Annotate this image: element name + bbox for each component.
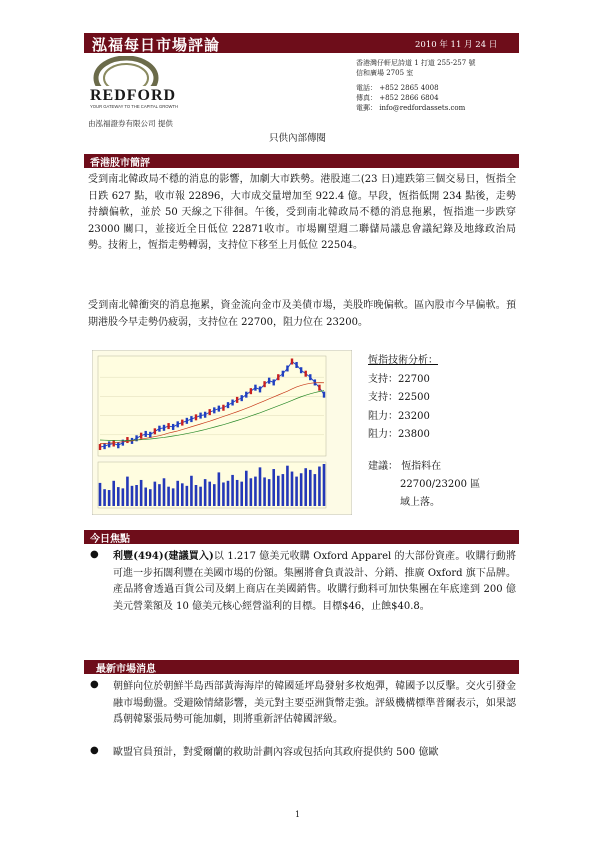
chart-candle bbox=[154, 428, 156, 434]
news-item-2: 歐盟官員預計，對愛爾蘭的救助計劃內容或包括向其政府提供約 500 億歐 bbox=[113, 747, 439, 758]
chart-volume-bar bbox=[117, 487, 120, 506]
advice-line-2: 22700/23200 區 bbox=[400, 479, 481, 490]
chart-candle bbox=[273, 379, 275, 385]
chart-candle bbox=[209, 409, 211, 415]
focus-item-1-title: 利豐(494)(建議買入) bbox=[113, 551, 214, 562]
address-line-1: 香港灣仔軒尼詩道 1 打道 255-257 號 bbox=[356, 59, 476, 67]
page-number: 1 bbox=[294, 810, 301, 819]
hk-market-paragraph-1: 受到南北韓政局不穩的消息的影響，加劇大市跌勢。港股連二(23 日)連跌第三個交易日，恆指全日跌 627 點，收市報 22896，大市成交量增加至 922.4 億。早段，恆指低開 234 點後，走勢持續偏軟，並於 50 天線之下徘徊。午後，受到南北韓政局不穩的消息拖累，恆指進一步跌穿 23000 關口，並接近全日低位 22871收市。市場關望週二聯儲局議息會議紀錄及地緣政治局勢。技術上，恆指走勢轉弱，支持位下移至上月低位 22504。 bbox=[88, 174, 516, 251]
chart-candle bbox=[181, 420, 183, 426]
chart-volume-bar bbox=[236, 480, 239, 506]
chart-volume-bar bbox=[163, 478, 166, 506]
chart-volume-bar bbox=[222, 482, 225, 506]
chart-candle bbox=[231, 400, 233, 406]
chart-candle bbox=[259, 386, 261, 392]
chart-volume-bar bbox=[304, 468, 307, 506]
advice-line-1: 恆指料在 bbox=[401, 461, 442, 472]
chart-volume-bar bbox=[295, 477, 298, 506]
chart-volume-bar bbox=[272, 469, 275, 506]
chart-candle bbox=[158, 426, 160, 432]
bullet-icon: ● bbox=[90, 549, 99, 560]
chart-volume-bar bbox=[199, 487, 202, 506]
chart-volume-bar bbox=[286, 466, 289, 506]
chart-volume-bar bbox=[190, 476, 193, 506]
bullet-icon: ● bbox=[90, 745, 99, 756]
chart-candle bbox=[282, 371, 284, 377]
bullet-icon: ● bbox=[90, 679, 99, 690]
chart-volume-bar bbox=[122, 488, 125, 506]
chart-candle bbox=[140, 433, 142, 439]
section-bar-focus bbox=[84, 530, 519, 544]
chart-candle bbox=[227, 402, 229, 408]
chart-volume-bar bbox=[277, 476, 280, 506]
chart-volume-bar bbox=[135, 485, 138, 506]
provider-note: 由泓福證券有限公司 提供 bbox=[88, 119, 173, 128]
chart-candle bbox=[305, 371, 307, 377]
fax: 傳真： +852 2866 6804 bbox=[356, 94, 439, 102]
chart-volume-bar bbox=[108, 490, 111, 506]
logo-tagline: YOUR GATEWAY TO THE CAPITAL GROWTH bbox=[90, 104, 179, 109]
hsi-chart bbox=[92, 350, 352, 515]
address-line-2: 信和廣場 2705 室 bbox=[356, 69, 414, 77]
chart-candle bbox=[186, 418, 188, 424]
chart-volume-bar bbox=[149, 489, 152, 506]
chart-candle bbox=[286, 365, 288, 371]
chart-volume-bar bbox=[112, 481, 115, 506]
chart-candle bbox=[300, 367, 302, 373]
advice-line-3: 域上落。 bbox=[400, 497, 440, 508]
chart-candle bbox=[149, 432, 151, 438]
section-heading-news: 最新市場消息 bbox=[96, 664, 156, 675]
chart-candle bbox=[222, 405, 224, 411]
chart-candle bbox=[177, 421, 179, 427]
chart-candle bbox=[263, 381, 265, 387]
hk-market-paragraph-2: 受到南北韓衝突的消息拖累，資金流向金市及美債市場，美股昨晚偏軟。區內股市今早偏軟。預期港股今早走勢仍疲弱，支持位在 22700，阻力位在 23200。 bbox=[88, 300, 516, 328]
chart-volume-bar bbox=[250, 478, 253, 506]
chart-candle bbox=[268, 378, 270, 384]
chart-candle bbox=[117, 442, 119, 448]
chart-volume-bar bbox=[167, 487, 170, 506]
chart-volume-bar bbox=[218, 472, 221, 506]
chart-volume-bar bbox=[314, 474, 317, 506]
chart-volume-bar bbox=[99, 483, 102, 506]
chart-volume-bar bbox=[204, 479, 207, 506]
chart-volume-bar bbox=[213, 484, 216, 506]
chart-volume-bar bbox=[103, 489, 106, 506]
redford-logo bbox=[88, 56, 190, 114]
chart-volume-bar bbox=[208, 482, 211, 506]
chart-candle bbox=[199, 413, 201, 419]
chart-volume-bar bbox=[231, 475, 234, 506]
chart-volume-bar bbox=[259, 467, 262, 506]
chart-candle bbox=[108, 441, 110, 447]
chart-candle bbox=[291, 358, 293, 364]
chart-volume-bar bbox=[126, 477, 129, 506]
section-heading-focus: 今日焦點 bbox=[90, 534, 130, 545]
chart-volume-bar bbox=[268, 479, 271, 506]
chart-candle bbox=[163, 425, 165, 431]
page-title: 泓福每日市場評論 bbox=[92, 36, 221, 54]
chart-volume-bar bbox=[254, 477, 257, 506]
resistance-1: 阻力：23200 bbox=[368, 410, 430, 422]
chart-volume-bar bbox=[172, 488, 175, 506]
chart-candle bbox=[277, 374, 279, 380]
chart-volume-bar bbox=[144, 488, 147, 506]
chart-volume-bar bbox=[318, 467, 321, 506]
news-item-1: 朝鮮向位於朝鮮半島西部黃海海岸的韓國延坪島發射多枚炮彈，韓國予以反擊。交火引發金融市場動盪。受避險情緒影響，美元對主要亞洲貨幣走強。評級機構標準普爾表示，如果認爲朝韓緊張局勢可能加劇，則將重新評估韓國評級。 bbox=[113, 681, 516, 725]
chart-candle bbox=[218, 406, 220, 412]
chart-candle bbox=[190, 416, 192, 422]
chart-volume-bar bbox=[263, 477, 266, 506]
chart-candle bbox=[254, 385, 256, 391]
chart-candle bbox=[103, 443, 105, 449]
chart-candle bbox=[167, 423, 169, 429]
chart-candle bbox=[309, 374, 311, 380]
chart-candle bbox=[241, 395, 243, 401]
support-1: 支持：22700 bbox=[368, 373, 430, 385]
chart-candle bbox=[245, 392, 247, 398]
technical-analysis bbox=[368, 352, 438, 445]
chart-volume-bar bbox=[195, 485, 198, 506]
chart-volume-bar bbox=[245, 471, 248, 506]
chart-candle bbox=[323, 392, 325, 398]
chart-candle bbox=[236, 397, 238, 403]
section-heading-hk-market: 香港股市簡評 bbox=[90, 158, 150, 169]
chart-volume-bar bbox=[131, 486, 134, 506]
chart-volume-bar bbox=[282, 474, 285, 506]
chart-volume-bar bbox=[227, 481, 230, 506]
advice-label: 建議： bbox=[368, 461, 398, 472]
chart-volume-bar bbox=[176, 481, 179, 506]
chart-candle bbox=[145, 431, 147, 437]
chart-candle bbox=[250, 388, 252, 394]
focus-item-1-text: 以 1.217 億美元收購 Oxford Apparel 的大部份資產。收購行動將可進一步拓闊利豐在美國市場的份額。集團將會負責設計、分銷、推廣 Oxford 旗下品牌。產品將會透過百貨公司及網上商店在美國銷售。收購行動料可加快集團在年底達到 200 億美元營業額及 10 億美元核心經營溢利的目標。目標$46，止蝕$40.8。 bbox=[113, 551, 516, 612]
analysis-title: 恆指技術分析： bbox=[368, 355, 438, 366]
support-2: 支持：22500 bbox=[368, 392, 430, 403]
phone: 電話： +852 2865 4008 bbox=[356, 84, 439, 92]
chart-volume-bar bbox=[300, 473, 303, 506]
chart-candle bbox=[213, 407, 215, 413]
chart-volume-bar bbox=[181, 483, 184, 506]
contact-block bbox=[356, 58, 475, 113]
focus-item-1 bbox=[113, 549, 516, 615]
chart-volume-bar bbox=[309, 470, 312, 506]
logo-brand: REDFORD bbox=[90, 87, 177, 104]
chart-candle bbox=[318, 385, 320, 391]
resistance-2: 阻力：23800 bbox=[368, 429, 430, 440]
chart-candle bbox=[113, 441, 115, 447]
chart-candle bbox=[99, 444, 101, 450]
chart-volume-bar bbox=[186, 486, 189, 506]
report-date: 2010 年 11 月 24 日 bbox=[415, 40, 498, 50]
chart-candle bbox=[204, 412, 206, 418]
chart-candle bbox=[195, 414, 197, 420]
advice-block bbox=[368, 458, 480, 512]
internal-note: 只供內部傳閱 bbox=[268, 133, 326, 144]
chart-volume-bar bbox=[240, 482, 243, 506]
chart-candle bbox=[295, 362, 297, 368]
chart-candle bbox=[172, 424, 174, 430]
chart-volume-bar bbox=[154, 482, 157, 506]
chart-volume-bar bbox=[140, 480, 143, 506]
chart-volume-bar bbox=[158, 484, 161, 506]
email: 電郵： info@redfordassets.com bbox=[356, 104, 466, 112]
chart-volume-bar bbox=[323, 464, 326, 506]
chart-volume-bar bbox=[291, 472, 294, 506]
